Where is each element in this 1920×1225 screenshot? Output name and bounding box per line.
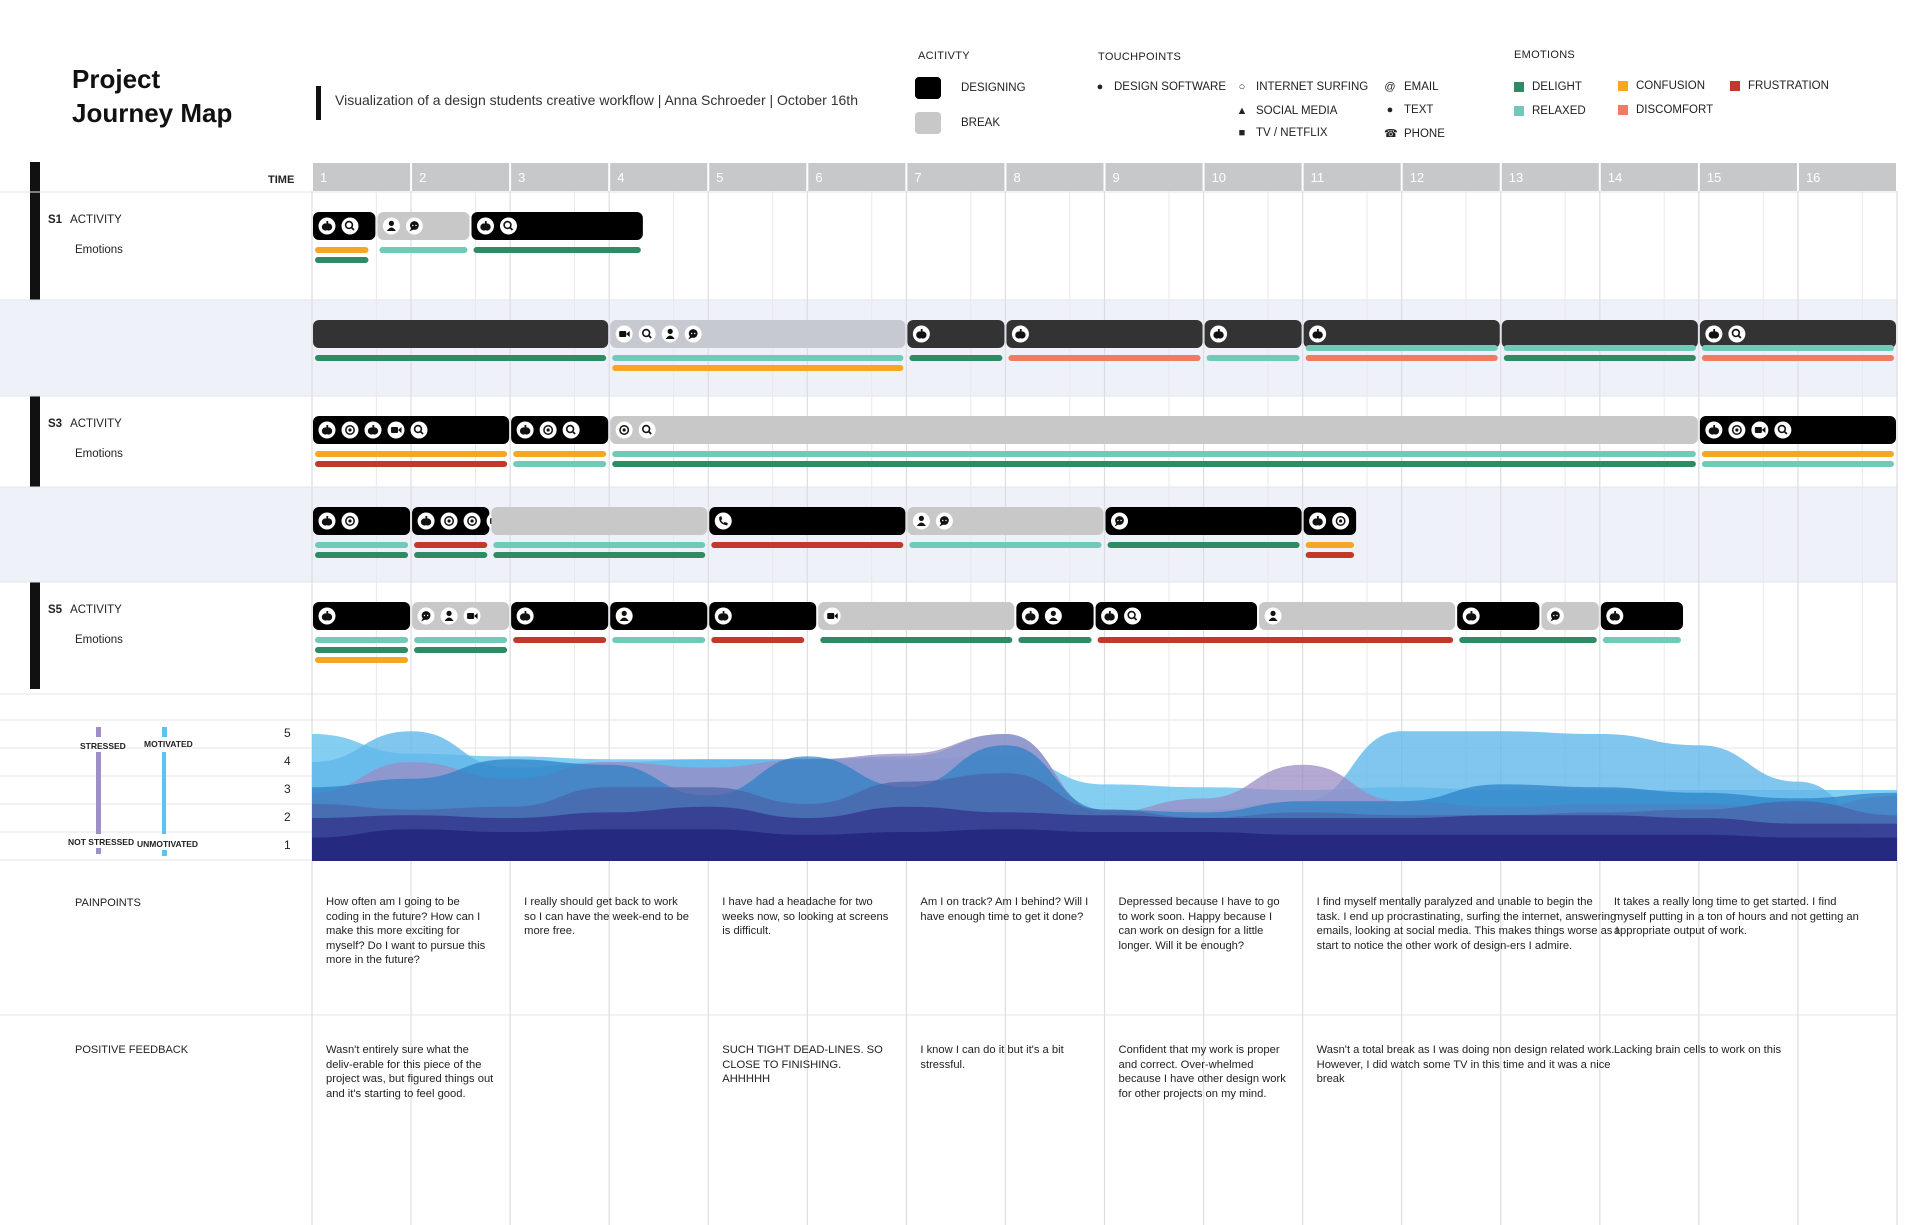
person-icon xyxy=(662,326,679,343)
video-camera-icon: ■ xyxy=(1238,127,1246,139)
search-icon: ○ xyxy=(1238,81,1246,93)
apple-icon xyxy=(1309,326,1326,343)
chat-bubble-icon xyxy=(418,608,435,625)
emotion-bar xyxy=(1702,461,1894,467)
activity-block[interactable] xyxy=(491,507,707,535)
activity-block[interactable] xyxy=(1205,320,1302,348)
hour-label: 15 xyxy=(1706,170,1722,185)
at-icon xyxy=(1728,422,1745,439)
hour-label: 9 xyxy=(1112,170,1120,185)
search-icon xyxy=(639,422,656,439)
session-emotions-label: Emotions xyxy=(75,634,123,646)
emotion-bar xyxy=(414,647,507,653)
page-subtitle: Visualization of a design students creative workflow | Anna Schroeder | October 16th xyxy=(335,92,858,108)
emotion-bar xyxy=(909,542,1101,548)
activity-block[interactable] xyxy=(1106,507,1302,535)
emotion-bar xyxy=(315,657,408,663)
hour-label: 13 xyxy=(1508,170,1524,185)
activity-block[interactable] xyxy=(1016,602,1093,630)
at-icon xyxy=(1332,513,1349,530)
apple-icon xyxy=(715,608,732,625)
y-tick-label: 3 xyxy=(284,782,291,796)
apple-icon xyxy=(1705,422,1722,439)
session-id: S3 xyxy=(48,418,63,430)
apple-icon xyxy=(319,218,336,235)
hour-label: 1 xyxy=(320,170,328,185)
emotion-bar xyxy=(379,247,467,253)
at-icon xyxy=(441,513,458,530)
emotion-bar xyxy=(1306,552,1354,558)
hour-label: 12 xyxy=(1409,170,1425,185)
video-camera-icon xyxy=(388,422,405,439)
motivated-scale-bottom xyxy=(162,850,167,856)
y-tick-label: 2 xyxy=(284,810,291,824)
legend-emotion-label: DISCOMFORT xyxy=(1636,104,1714,116)
activity-block[interactable] xyxy=(907,507,1103,535)
at-icon xyxy=(464,513,481,530)
emotion-bar xyxy=(1306,345,1498,351)
activity-block[interactable] xyxy=(1006,320,1202,348)
emotion-bar xyxy=(1306,542,1354,548)
activity-block[interactable] xyxy=(1096,602,1257,630)
activity-block[interactable] xyxy=(1700,320,1896,348)
activity-block[interactable] xyxy=(472,212,643,240)
hour-label: 2 xyxy=(419,170,427,185)
legend-touchpoint-label: EMAIL xyxy=(1404,81,1439,93)
emotion-bar xyxy=(315,647,408,653)
axis-not-stressed-label: NOT STRESSED xyxy=(68,837,135,847)
search-icon xyxy=(500,218,517,235)
emotion-bar xyxy=(315,257,368,263)
phone-icon: ☎ xyxy=(1384,128,1398,140)
emotion-bar xyxy=(315,355,606,361)
stressed-scale-top xyxy=(96,727,101,737)
apple-icon xyxy=(365,422,382,439)
activity-block[interactable] xyxy=(818,602,1014,630)
chat-bubble-icon xyxy=(406,218,423,235)
emotion-bar xyxy=(612,365,903,371)
title-line-1: Project xyxy=(72,64,161,94)
apple-icon xyxy=(1101,608,1118,625)
legend-touchpoint-label: SOCIAL MEDIA xyxy=(1256,105,1338,117)
note-text: I have had a headache for two weeks now, so looking at screens is difficult. xyxy=(722,896,889,938)
apple-icon xyxy=(1022,608,1039,625)
apple-icon xyxy=(913,326,930,343)
activity-block[interactable] xyxy=(511,602,608,630)
apple-icon xyxy=(1210,326,1227,343)
emotion-bar xyxy=(513,637,606,643)
note-text: Lacking brain cells to work on this xyxy=(1613,1044,1782,1056)
legend-touchpoint-label: INTERNET SURFING xyxy=(1256,81,1369,93)
positive-feedback-label: POSITIVE FEEDBACK xyxy=(75,1044,189,1056)
legend-activity-heading: ACITIVTY xyxy=(918,50,970,62)
emotion-bar xyxy=(1306,355,1498,361)
emotion-bar xyxy=(820,637,1012,643)
apple-icon xyxy=(1463,608,1480,625)
emotion-bar xyxy=(1098,637,1454,643)
emotion-bar xyxy=(612,451,1696,457)
activity-label: ACTIVITY xyxy=(70,604,122,616)
legend-activity-label: DESIGNING xyxy=(961,82,1026,94)
emotion-bar xyxy=(909,355,1002,361)
note-text: I really should get back to work so I can have the week-end to be more free. xyxy=(524,896,689,938)
emotion-bar xyxy=(315,552,408,558)
note-text: Am I on track? Am I behind? Will I have enough time to get it done? xyxy=(920,896,1089,923)
activity-label: ACTIVITY xyxy=(70,214,122,226)
hour-label: 11 xyxy=(1310,170,1325,185)
session-id: S1 xyxy=(48,214,63,226)
search-icon xyxy=(1728,326,1745,343)
activity-block[interactable] xyxy=(313,212,375,240)
person-icon xyxy=(616,608,633,625)
legend-emotion-label: CONFUSION xyxy=(1636,80,1705,92)
chat-bubble-icon xyxy=(1547,608,1564,625)
activity-block[interactable] xyxy=(1601,602,1683,630)
emotion-bar xyxy=(414,542,487,548)
activity-block[interactable] xyxy=(1502,320,1698,348)
person-icon xyxy=(913,513,930,530)
hour-label: 14 xyxy=(1607,170,1623,185)
legend-touchpoint-label: TEXT xyxy=(1404,104,1434,116)
legend-activity-label: BREAK xyxy=(961,117,1000,129)
emotion-bar xyxy=(315,247,368,253)
session-emotions-label: Emotions xyxy=(75,244,123,256)
at-icon xyxy=(342,513,359,530)
emotion-bar xyxy=(1018,637,1091,643)
activity-block[interactable] xyxy=(1304,507,1356,535)
emotion-bar xyxy=(612,461,1696,467)
hour-label: 4 xyxy=(617,170,625,185)
search-icon xyxy=(1774,422,1791,439)
video-camera-icon xyxy=(1751,422,1768,439)
search-icon xyxy=(411,422,428,439)
note-text: Confident that my work is proper and correct. Over-whelmed because I have other design work for other projects on my mind. xyxy=(1118,1044,1286,1100)
activity-block[interactable] xyxy=(313,507,410,535)
video-camera-icon xyxy=(616,326,633,343)
emotion-bar xyxy=(513,451,606,457)
person-icon xyxy=(1265,608,1282,625)
emotion-bar xyxy=(1702,345,1894,351)
title-line-2: Journey Map xyxy=(72,98,233,128)
activity-block[interactable] xyxy=(313,416,509,444)
axis-unmotivated-label: UNMOTIVATED xyxy=(137,839,199,849)
person-icon xyxy=(383,218,400,235)
stressed-scale-bar xyxy=(96,752,101,834)
person-icon: ▲ xyxy=(1236,105,1248,117)
emotion-bar xyxy=(493,542,705,548)
session-id: S5 xyxy=(48,604,63,616)
search-icon xyxy=(1124,608,1141,625)
chat-bubble-icon xyxy=(936,513,953,530)
chat-bubble-icon xyxy=(1111,513,1128,530)
emotion-bar xyxy=(414,637,507,643)
hour-label: 3 xyxy=(518,170,526,185)
hour-label: 5 xyxy=(716,170,724,185)
note-text: How often am I going to be coding in the future? How can I make this more exciting for myself? Do I want to pursue this more in the future? xyxy=(326,896,486,967)
at-icon xyxy=(616,422,633,439)
apple-icon xyxy=(477,218,494,235)
legend-emotion-label: RELAXED xyxy=(1532,105,1586,117)
video-camera-icon xyxy=(464,608,481,625)
search-icon xyxy=(342,218,359,235)
activity-block[interactable] xyxy=(1304,320,1500,348)
axis-stressed-label: STRESSED xyxy=(80,741,126,751)
activity-block[interactable] xyxy=(709,602,816,630)
apple-icon xyxy=(319,608,336,625)
note-text: SUCH TIGHT DEAD-LINES. SO CLOSE TO FINISHING. AHHHHH xyxy=(722,1044,883,1086)
activity-block[interactable] xyxy=(313,602,410,630)
search-icon xyxy=(639,326,656,343)
stressed-scale-bottom xyxy=(96,848,101,854)
apple-icon xyxy=(1309,513,1326,530)
legend-emotion-label: FRUSTRATION xyxy=(1748,80,1829,92)
at-icon: @ xyxy=(1384,81,1396,93)
hour-label: 7 xyxy=(914,170,922,185)
at-icon xyxy=(540,422,557,439)
activity-block[interactable] xyxy=(1541,602,1598,630)
at-icon xyxy=(342,422,359,439)
emotion-bar xyxy=(474,247,641,253)
apple-icon xyxy=(319,513,336,530)
emotion-bar xyxy=(711,637,804,643)
legend-touchpoint-label: DESIGN SOFTWARE xyxy=(1114,81,1227,93)
hour-label: 10 xyxy=(1211,170,1227,185)
apple-icon xyxy=(319,422,336,439)
emotion-bar xyxy=(1504,355,1696,361)
emotion-bar xyxy=(1702,451,1894,457)
person-icon xyxy=(441,608,458,625)
emotion-bar xyxy=(315,637,408,643)
painpoints-label: PAINPOINTS xyxy=(75,897,141,909)
session-emotions-label: Emotions xyxy=(75,448,123,460)
emotion-bar xyxy=(315,461,507,467)
activity-block[interactable] xyxy=(610,416,1698,444)
hour-label: 8 xyxy=(1013,170,1021,185)
note-text: Wasn't entirely sure what the deliv-erable for this piece of the project was, but figured things out and it's starting to feel good. xyxy=(326,1044,494,1100)
emotion-bar xyxy=(513,461,606,467)
activity-block[interactable] xyxy=(610,602,707,630)
chat-bubble-icon xyxy=(685,326,702,343)
chat-bubble-icon: ● xyxy=(1386,104,1394,116)
legend-emotions-heading: EMOTIONS xyxy=(1514,49,1576,61)
hour-label: 6 xyxy=(815,170,823,185)
activity-block[interactable] xyxy=(1457,602,1539,630)
activity-label: ACTIVITY xyxy=(70,418,122,430)
activity-block[interactable] xyxy=(907,320,1004,348)
person-icon xyxy=(1045,608,1062,625)
apple-icon xyxy=(1012,326,1029,343)
activity-block[interactable] xyxy=(1700,416,1896,444)
note-text: I find myself mentally paralyzed and unable to begin the task. I end up procrastinating, surfing the internet, answering emails, looking at social media. This makes things worse as I start to notice the other work of design-ers I admire. xyxy=(1316,896,1619,952)
apple-icon xyxy=(517,608,534,625)
emotion-bar xyxy=(1008,355,1200,361)
activity-block[interactable] xyxy=(709,507,905,535)
axis-motivated-label: MOTIVATED xyxy=(144,739,193,749)
apple-icon xyxy=(1705,326,1722,343)
y-tick-label: 1 xyxy=(284,838,291,852)
y-tick-label: 4 xyxy=(284,754,291,768)
emotion-bar xyxy=(1504,345,1696,351)
activity-block[interactable] xyxy=(511,416,608,444)
emotion-bar xyxy=(612,355,903,361)
note-text: It takes a really long time to get started. I find myself putting in a ton of hours and not getting an appropriate output of work. xyxy=(1613,896,1859,938)
y-tick-label: 5 xyxy=(284,726,291,740)
activity-block[interactable] xyxy=(610,320,905,348)
emotion-bar xyxy=(315,542,408,548)
emotion-bar xyxy=(1207,355,1300,361)
activity-block[interactable] xyxy=(412,602,509,630)
phone-icon xyxy=(715,513,732,530)
motivated-scale-bar xyxy=(162,752,166,834)
legend-touchpoint-label: PHONE xyxy=(1404,127,1445,140)
time-label: TIME xyxy=(268,174,295,186)
legend-touchpoints-heading: TOUCHPOINTS xyxy=(1098,51,1182,63)
apple-icon xyxy=(418,513,435,530)
emotion-bar xyxy=(711,542,903,548)
legend-emotion-label: DELIGHT xyxy=(1532,81,1582,93)
hour-label: 16 xyxy=(1805,170,1821,185)
emotion-bar xyxy=(493,552,705,558)
note-text: Depressed because I have to go to work soon. Happy because I can work on design for a little longer. Will it be enough? xyxy=(1118,896,1280,952)
search-icon xyxy=(563,422,580,439)
emotion-bar xyxy=(414,552,487,558)
emotion-bar xyxy=(612,637,705,643)
video-camera-icon xyxy=(824,608,841,625)
apple-icon: ● xyxy=(1096,81,1104,93)
motivated-scale-top xyxy=(162,727,167,737)
note-text: I know I can do it but it's a bit stressful. xyxy=(920,1044,1064,1071)
note-text: Wasn't a total break as I was doing non design related work. However, I did watch some TV in this time and it was a nice break xyxy=(1316,1044,1615,1086)
activity-block[interactable] xyxy=(377,212,469,240)
emotion-bar xyxy=(1702,355,1894,361)
legend-touchpoint-label: TV / NETFLIX xyxy=(1256,127,1328,139)
emotion-bar xyxy=(1108,542,1300,548)
emotion-bar xyxy=(315,451,507,457)
emotion-bar xyxy=(1459,637,1597,643)
activity-block[interactable] xyxy=(1259,602,1455,630)
apple-icon xyxy=(517,422,534,439)
emotion-bar xyxy=(1603,637,1681,643)
activity-block[interactable] xyxy=(313,320,608,348)
apple-icon xyxy=(1606,608,1623,625)
